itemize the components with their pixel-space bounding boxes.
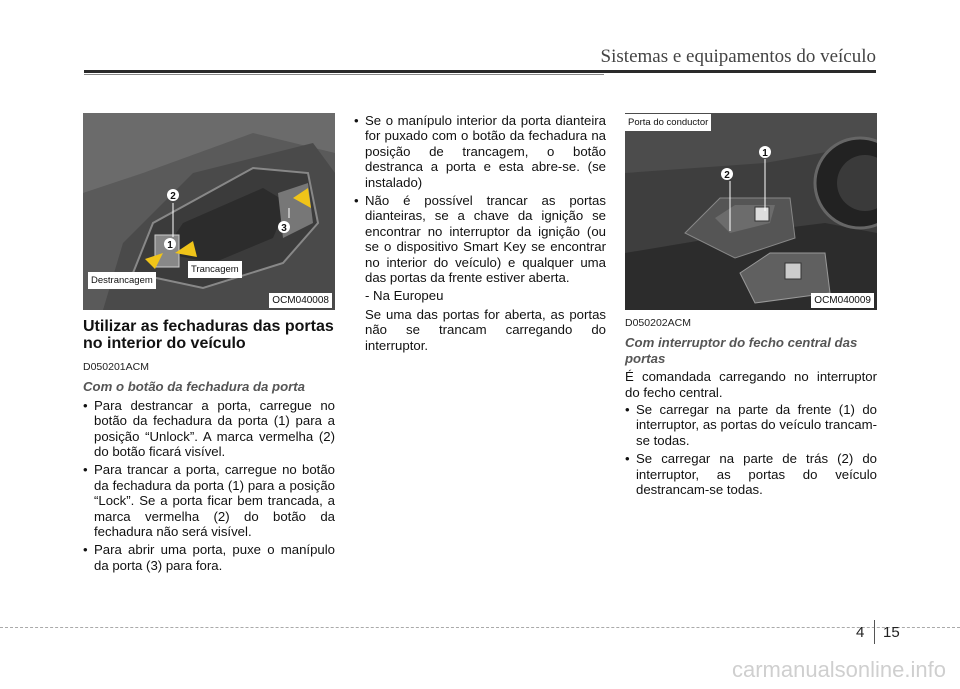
callout-3: 3 (281, 223, 287, 234)
chapter-number: 4 (856, 624, 865, 641)
callout-2: 2 (170, 191, 176, 202)
header-rule-thin (84, 74, 604, 75)
column-1 (83, 113, 335, 576)
driver-door-label: Porta do conductor (625, 114, 711, 131)
column-2 (354, 113, 606, 356)
bullet-list (83, 398, 335, 573)
list-item: • Para destrancar a porta, carregue no botão da fechadura da porta (1) para a posição “Unlock”. A marca vermelha (2) do botão ficará visível. (83, 398, 335, 460)
bullet-list (625, 402, 877, 497)
watermark: carmanualsonline.info (731, 657, 946, 682)
subheading: Com interruptor do fecho central das portas (625, 335, 858, 366)
door-handle-figure (83, 113, 335, 310)
callout-1: 1 (762, 148, 768, 159)
list-item: • Se o manípulo interior da porta dianteira for puxado com o botão da fechadura na posição de trancagem, o botão destranca a porta e esta abre-se. (se instalado) (354, 113, 606, 190)
reference-code: D050202ACM (625, 317, 691, 329)
region-heading: - Na Europeu (365, 288, 444, 304)
central-lock-figure (625, 113, 877, 310)
intro-text: É comandada carregando no interruptor do fecho central. (625, 369, 877, 400)
unlock-label: Destrancagem (88, 272, 156, 289)
region-text: Se uma das portas for aberta, as portas não se trancam carregando do interruptor. (365, 306, 606, 353)
figure-code: OCM040008 (269, 293, 332, 308)
list-item: • Para abrir uma porta, puxe o manípulo da porta (3) para fora. (83, 542, 335, 573)
callout-1: 1 (167, 240, 173, 251)
list-item: • Se carregar na parte de trás (2) do interruptor, as portas do veículo destrancam-se todas. (625, 451, 877, 497)
list-item: • Não é possível trancar as portas dianteiras, se a chave da ignição se encontrar no interruptor da ignição (ou se o dispositivo Smart Key se encontrar no interior do veículo) e qualquer uma das portas da frente estiver aberta. (354, 193, 606, 285)
figure-code: OCM040009 (811, 293, 874, 308)
bullet-list (354, 113, 606, 285)
callout-2: 2 (724, 170, 730, 181)
lock-label: Trancagem (188, 261, 242, 278)
running-header: Sistemas e equipamentos do veículo (600, 46, 876, 67)
subheading: Com o botão da fechadura da porta (83, 379, 306, 395)
reference-code: D050201ACM (83, 361, 149, 373)
list-item: • Se carregar na parte da frente (1) do interruptor, as portas do veículo trancam-se todas. (625, 402, 877, 448)
footer-rule (0, 627, 960, 629)
central-lock-illustration (625, 113, 877, 310)
page-separator (874, 620, 875, 644)
section-title: Utilizar as fechaduras das portas no interior do veículo (83, 318, 334, 352)
header-rule (84, 70, 876, 73)
list-item: • Para trancar a porta, carregue no botão da fechadura da porta (1) para a posição “Lock”. Se a porta ficar bem trancada, a marca vermelha (2) do botão da fechadura não será visível. (83, 462, 335, 539)
page-number: 15 (883, 624, 900, 641)
column-3 (625, 113, 877, 500)
